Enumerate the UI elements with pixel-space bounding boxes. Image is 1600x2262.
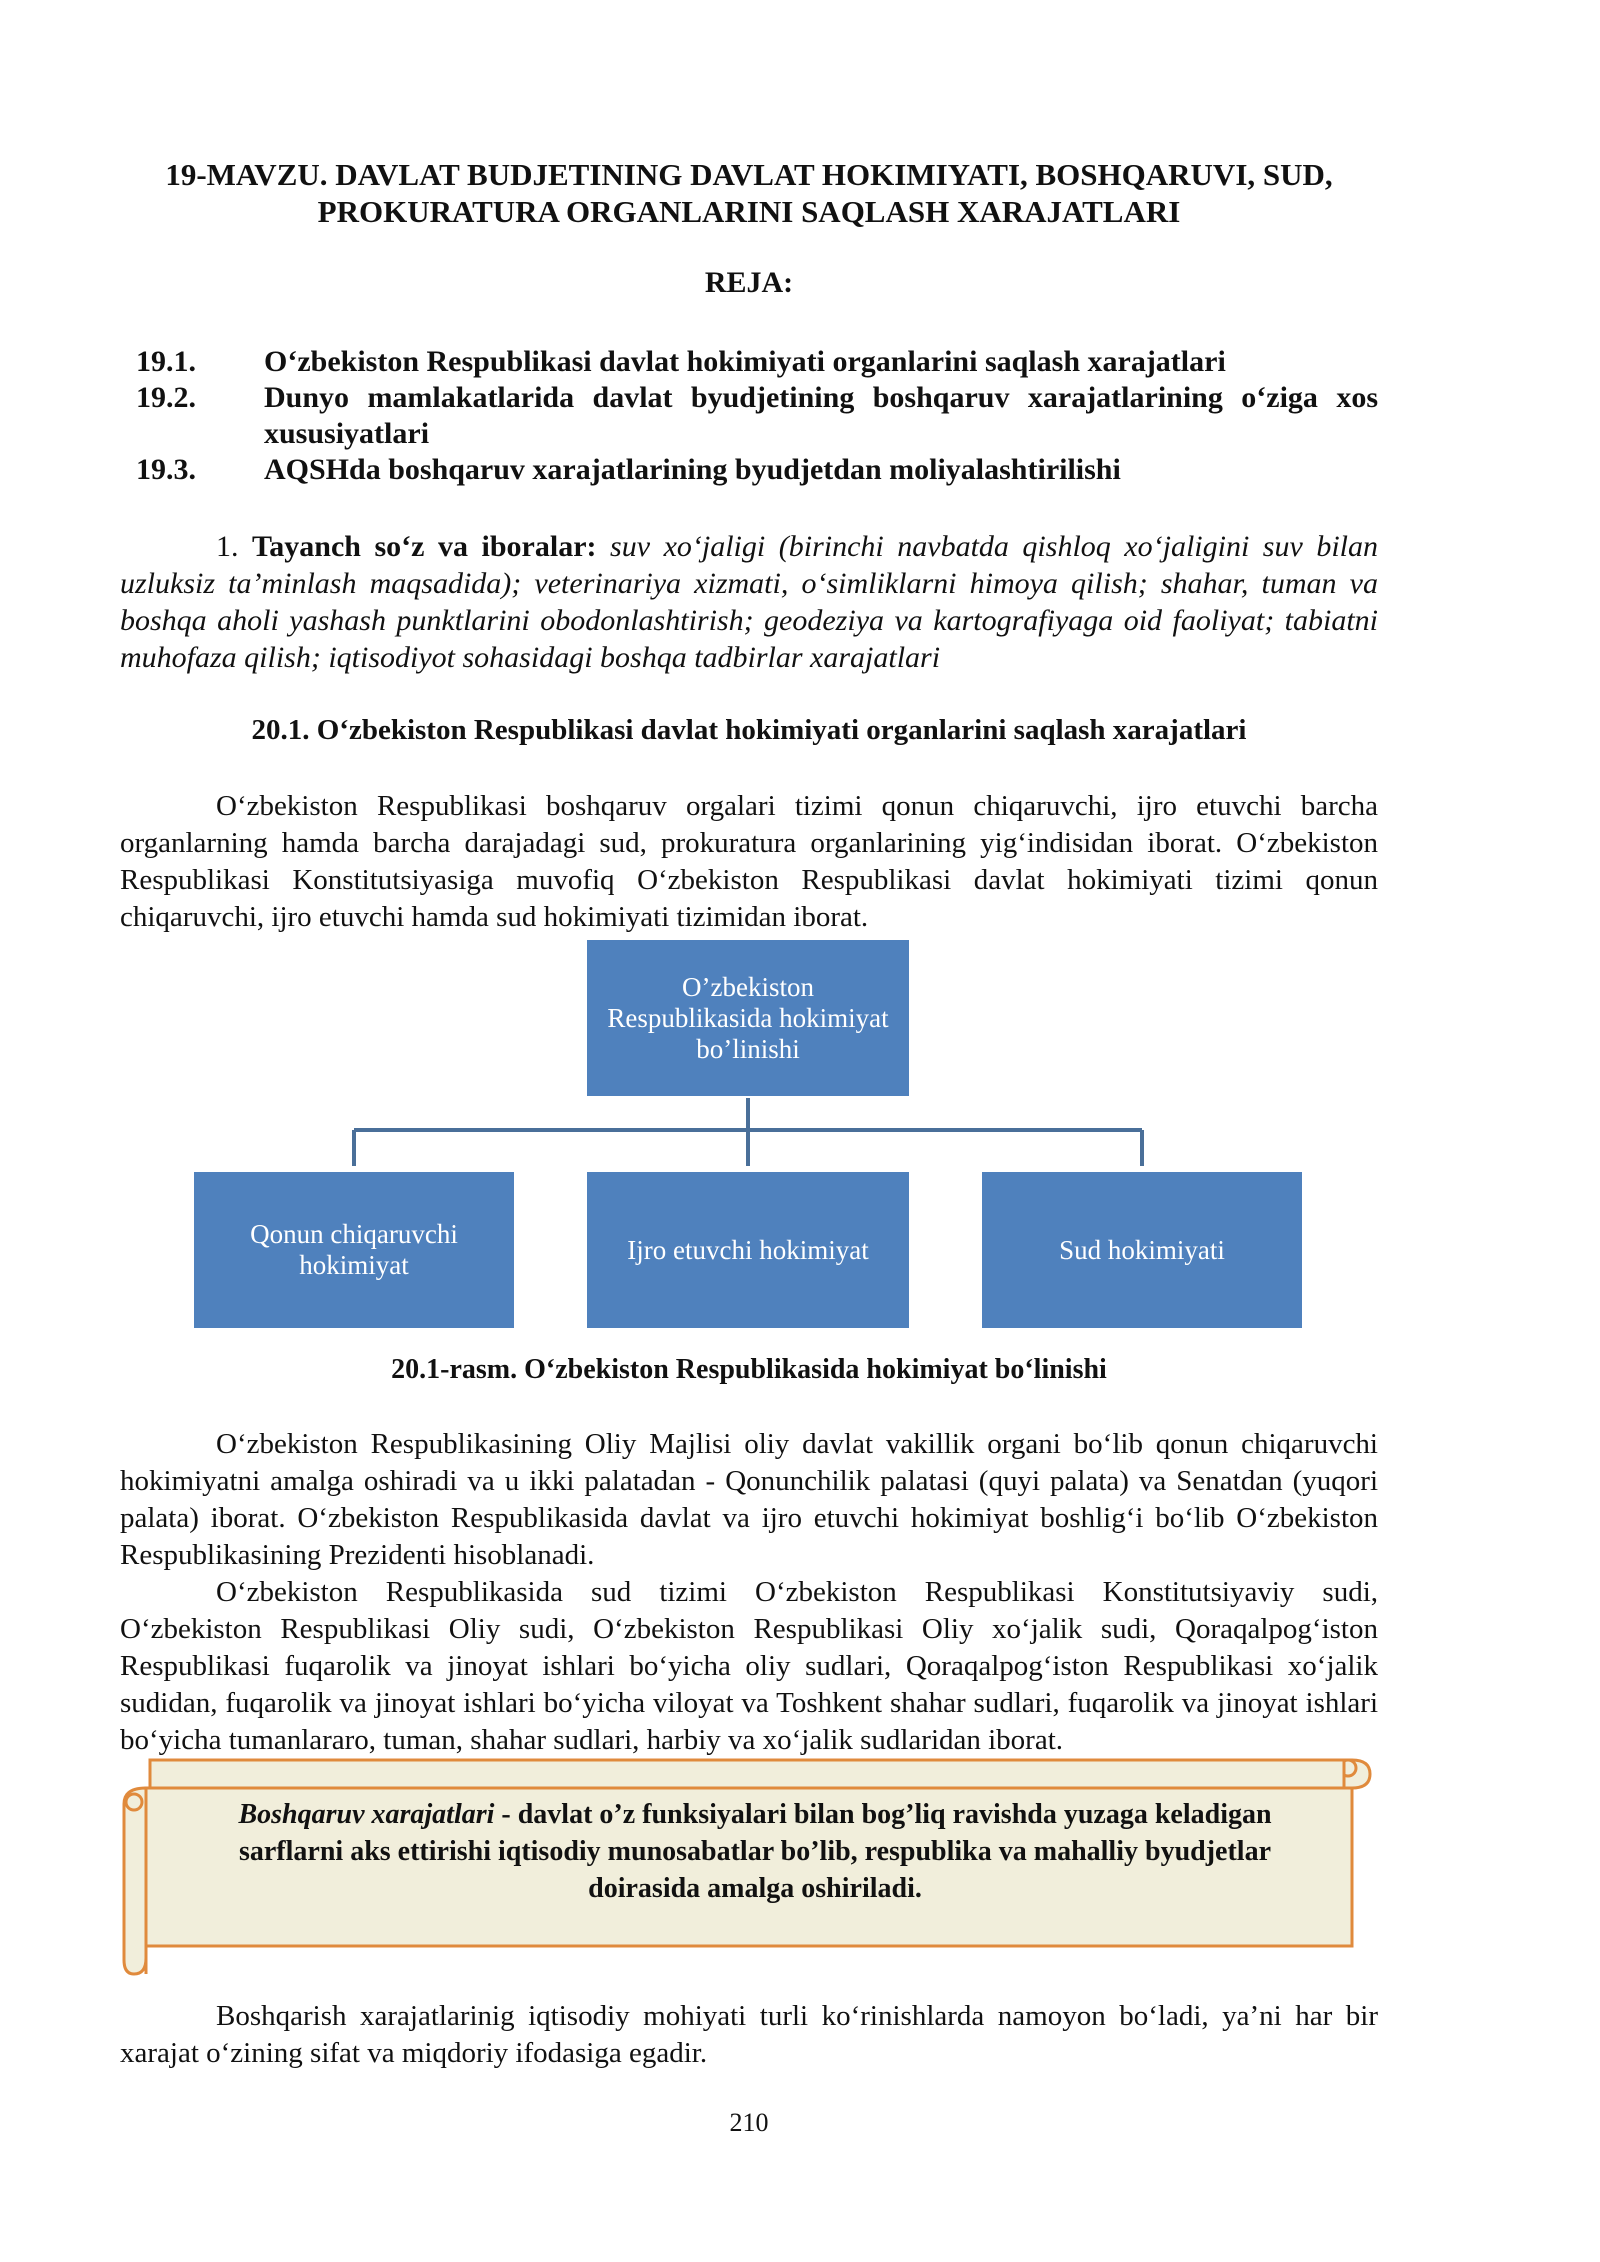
definition-text bbox=[190, 1796, 1320, 1907]
chapter-title-line-1: 19-MAVZU. DAVLAT BUDJETINING DAVLAT HOKIMIYATI, BOSHQARUVI, SUD, bbox=[165, 157, 1333, 192]
plan-item-text: O‘zbekiston Respublikasi davlat hokimiyati organlarini saqlash xarajatlari bbox=[264, 345, 1226, 378]
keywords-label: Tayanch so‘z va iboralar: bbox=[252, 530, 597, 563]
plan-item bbox=[136, 452, 1378, 488]
keywords-paragraph bbox=[120, 528, 1378, 676]
body-paragraph: O‘zbekiston Respublikasida sud tizimi O‘zbekiston Respublikasi Konstitutsiyaviy sudi, O‘zbekiston Respublikasi Oliy sudi, O‘zbekiston Respublikasi Oliy xo‘jalik sudi, Qoraqalpog‘iston Respublikasi fuqarolik va jinoyat ishlari bo‘yicha oliy sudlari, Qoraqalpog‘iston Respublikasi xo‘jalik sudidan, fuqarolik va jinoyat ishlari bo‘yicha viloyat va Toshkent shahar sudlari, fuqarolik va jinoyat ishlari bo‘yicha tumanlararo, tuman, shahar sudlari, harbiy va xo‘jalik sudlaridan iborat. bbox=[120, 1576, 1378, 1756]
plan-item-text: AQSHda boshqaruv xarajatlarining byudjetdan moliyalashtirilishi bbox=[264, 453, 1121, 486]
page-number: 210 bbox=[729, 2108, 769, 2137]
plan-item bbox=[136, 380, 1378, 452]
diagram-branch-judicial: Sud hokimiyati bbox=[982, 1172, 1302, 1328]
body-paragraph: Boshqarish xarajatlarinig iqtisodiy mohiyati turli ko‘rinishlarda namoyon bo‘ladi, ya’ni har bir xarajat o‘zining sifat va miqdoriy ifodasiga egadir. bbox=[120, 2000, 1378, 2069]
section-heading: 20.1. O‘zbekiston Respublikasi davlat hokimiyati organlarini saqlash xarajatlari bbox=[251, 714, 1247, 746]
diagram-branch-executive: Ijro etuvchi hokimiyat bbox=[587, 1172, 909, 1328]
chapter-title-line-2: PROKURATURA ORGANLARINI SAQLASH XARAJATLARI bbox=[317, 194, 1181, 229]
figure-caption: 20.1-rasm. O‘zbekiston Respublikasida hokimiyat bo‘linishi bbox=[391, 1354, 1107, 1385]
diagram-root-box: O’zbekiston Respublikasida hokimiyat bo’linishi bbox=[587, 940, 909, 1096]
body-paragraph: O‘zbekiston Respublikasining Oliy Majlisi oliy davlat vakillik organi bo‘lib qonun chiqaruvchi hokimiyatni amalga oshiradi va u ikki palatadan - Qonunchilik palatasi (quyi palata) va Senatdan (yuqori palata) iborat. O‘zbekiston Respublikasida davlat va ijro etuvchi hokimiyat boshlig‘i bo‘lib O‘zbekiston Respublikasining Prezidenti hisoblanadi. bbox=[120, 1428, 1378, 1571]
keywords-number: 1. bbox=[216, 530, 239, 563]
plan-heading: REJA: bbox=[704, 266, 794, 299]
definition-term: Boshqaruv xarajatlari bbox=[238, 1799, 495, 1830]
plan-item-text: Dunyo mamlakatlarida davlat byudjetining boshqaruv xarajatlarining o‘ziga xos xususiyatlari bbox=[264, 381, 1378, 450]
plan-item-number: 19.1. bbox=[136, 345, 196, 378]
keywords-text: suv xo‘jaligi (birinchi navbatda qishloq xo‘jaligini suv bilan uzluksiz ta’minlash maqsadida); veterinariya xizmati, o‘simliklarni himoya qilish; shahar, tuman va boshqa aholi yashash punktlarini obodonlashtirish; geodeziya va kartografiyaga oid faoliyat; tabiatni muhofaza qilish; iqtisodiyot sohasidagi boshqa tadbirlar xarajatlari bbox=[120, 530, 1378, 674]
plan-item-number: 19.2. bbox=[136, 381, 196, 414]
plan-list bbox=[136, 344, 1378, 488]
plan-item-number: 19.3. bbox=[136, 453, 196, 486]
plan-item bbox=[136, 344, 1378, 380]
definition-body: - davlat o’z funksiyalari bilan bog’liq ravishda yuzaga keladigan sarflarni aks ettirishi iqtisodiy munosabatlar bo’lib, respublika va mahalliy byudjetlar doirasida amalga oshiriladi. bbox=[238, 1799, 1272, 1904]
diagram-branch-legislative: Qonun chiqaruvchi hokimiyat bbox=[194, 1172, 514, 1328]
definition-scroll bbox=[120, 1748, 1378, 1978]
body-paragraph: O‘zbekiston Respublikasi boshqaruv orgalari tizimi qonun chiqaruvchi, ijro etuvchi barcha organlarning hamda barcha darajadagi sud, prokuratura organlarining yig‘indisidan iborat. O‘zbekiston Respublikasi Konstitutsiyasiga muvofiq O‘zbekiston Respublikasi davlat hokimiyati tizimi qonun chiqaruvchi, ijro etuvchi hamda sud hokimiyati tizimidan iborat. bbox=[120, 790, 1378, 933]
chapter-title bbox=[120, 156, 1378, 230]
